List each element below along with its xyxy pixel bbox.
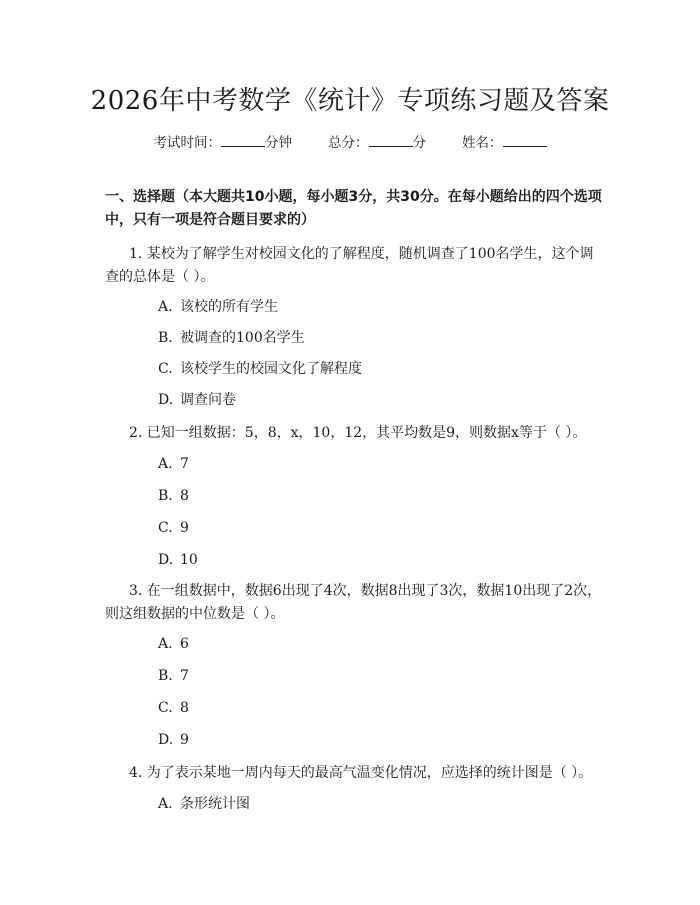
name-blank — [503, 134, 547, 147]
time-label: 考试时间： — [153, 135, 221, 151]
score-blank — [369, 134, 413, 147]
question-1: 1. 某校为了解学生对校园文化的了解程度，随机调查了100名学生，这个调查的总体是（ ）。 — [105, 246, 594, 285]
name-label: 姓名： — [462, 135, 503, 151]
question-2-option-c: C. 9 — [158, 520, 189, 536]
question-1-option-c: C. 该校学生的校园文化了解程度 — [158, 361, 362, 377]
question-3-option-c: C. 8 — [158, 700, 189, 716]
question-3-option-a: A. 6 — [158, 636, 189, 652]
time-blank — [221, 134, 265, 147]
exam-meta-line — [0, 131, 700, 151]
question-2-option-d: D. 10 — [158, 552, 198, 568]
question-3: 3. 在一组数据中，数据6出现了4次，数据8出现了3次，数据10出现了2次，则这组数据的中位数是（ ）。 — [105, 583, 602, 622]
question-3-option-d: D. 9 — [158, 732, 189, 748]
question-2-option-b: B. 8 — [158, 488, 189, 504]
question-4: 4. 为了表示某地一周内每天的最高气温变化情况，应选择的统计图是（ ）。 — [129, 765, 593, 781]
question-1-option-d: D. 调查问卷 — [158, 392, 236, 408]
time-unit: 分钟 — [265, 135, 292, 151]
page-title: 2026年中考数学《统计》专项练习题及答案 — [90, 86, 610, 116]
question-3-option-b: B. 7 — [158, 668, 189, 684]
question-2-option-a: A. 7 — [158, 456, 189, 472]
score-label: 总分： — [328, 135, 369, 151]
question-1-option-b: B. 被调查的100名学生 — [158, 330, 305, 346]
question-4-option-a: A. 条形统计图 — [158, 796, 250, 812]
section-heading: 一、选择题（本大题共10小题，每小题3分，共30分。在每小题给出的四个选项中，只有一项是符合题目要求的） — [105, 189, 602, 228]
question-2: 2. 已知一组数据：5，8，x，10，12，其平均数是9，则数据x等于（ ）。 — [129, 425, 587, 441]
score-unit: 分 — [412, 135, 426, 151]
question-1-option-a: A. 该校的所有学生 — [158, 299, 278, 315]
